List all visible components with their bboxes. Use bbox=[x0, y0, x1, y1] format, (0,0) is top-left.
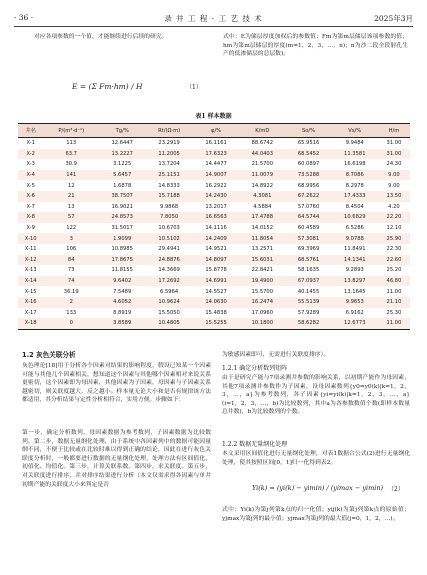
equation-number: （1） bbox=[186, 84, 202, 91]
table-cell: 5.6457 bbox=[113, 172, 132, 179]
table-cell: 11.8155 bbox=[111, 267, 133, 274]
table-cell: 24.30 bbox=[386, 161, 402, 168]
table-cell: 10.6703 bbox=[158, 225, 180, 232]
table-cell: 122 bbox=[66, 225, 77, 232]
table-cell: X-12 bbox=[24, 256, 37, 263]
table-row bbox=[18, 191, 410, 202]
table-row bbox=[18, 180, 410, 191]
table-row bbox=[18, 202, 410, 213]
table-header-cell: Vs/% bbox=[332, 124, 378, 138]
table-cell: 25.90 bbox=[386, 235, 402, 242]
table-cell: 6.5286 bbox=[345, 225, 364, 232]
table-cell: 11.8054 bbox=[251, 235, 274, 242]
table-row bbox=[18, 233, 410, 244]
table-cell: 13.2227 bbox=[111, 150, 133, 157]
table-cell: 21.10 bbox=[386, 299, 402, 306]
table-cell: 0 bbox=[43, 318, 99, 329]
table-cell: X-16 bbox=[24, 299, 37, 306]
table-cell: 12.10 bbox=[386, 225, 402, 232]
table-cell: X-17 bbox=[24, 309, 37, 316]
table-cell: 13.2017 bbox=[205, 203, 227, 210]
table-header-cell: P/(m³·d⁻¹) bbox=[43, 124, 99, 138]
table-cell: 73 bbox=[67, 267, 75, 274]
table-cell: 3.1225 bbox=[113, 161, 132, 168]
table-row bbox=[18, 212, 410, 223]
table-cell: 68.5761 bbox=[297, 256, 320, 263]
subsection-1-text: 由于是研究产能与7项录测井参数的影响关系，以初期产能作为母因素，其他7项录测井参数作为子因素，设母因素数列{y0=y0(k)|k=1，2，3，…，a}为参考数列，各子因素{yi=yi(k)|k=1，2，3，…，a}(i=1，2，3，…，b)为比较数列，其中a为各参数数值个数(即样本数量总井数)，b为比较数列的个数。 bbox=[222, 375, 410, 416]
table-cell: X-14 bbox=[24, 278, 37, 285]
table-cell: 13.50 bbox=[386, 193, 402, 200]
table-cell: 7.5489 bbox=[113, 288, 132, 295]
table-cell: 68.9956 bbox=[297, 182, 320, 189]
page-header bbox=[14, 12, 413, 27]
table-cell: 10.5102 bbox=[158, 235, 180, 242]
table-cell: 11.2005 bbox=[158, 150, 180, 157]
table-cell: 25.20 bbox=[386, 267, 402, 274]
table-cell: X-7 bbox=[26, 203, 35, 210]
table-cell: 15.6031 bbox=[251, 256, 274, 263]
table-cell: 17.2692 bbox=[158, 278, 180, 285]
table-cell: X-15 bbox=[24, 288, 37, 295]
table-cell: 21 bbox=[67, 193, 75, 200]
table-cell: X-5 bbox=[26, 182, 35, 189]
section-paragraph-continued: 为敏感因素即可，无需进行关联度排序）。 bbox=[222, 352, 330, 358]
table-cell: 46.80 bbox=[386, 278, 402, 285]
table-cell: 1.9099 bbox=[113, 235, 132, 242]
table-cell: 22.30 bbox=[386, 246, 402, 253]
table-cell: 13.1645 bbox=[344, 288, 366, 295]
table-cell: 16.9021 bbox=[111, 203, 133, 210]
table-cell: 7.8050 bbox=[160, 214, 179, 221]
table-cell: 13.8297 bbox=[344, 278, 366, 285]
table-cell: 14.8333 bbox=[158, 182, 180, 189]
table-cell: 15.8778 bbox=[205, 267, 227, 274]
table-cell: 14.3669 bbox=[158, 267, 180, 274]
table-cell: 133 bbox=[66, 309, 77, 316]
table-cell: 16.2922 bbox=[205, 182, 227, 189]
table-cell: 12.6447 bbox=[111, 140, 133, 147]
table-cell: 64.5744 bbox=[297, 214, 320, 221]
table-header-cell: Rt/(Ω·m) bbox=[145, 124, 193, 138]
formula-number: （2） bbox=[388, 486, 404, 493]
table-cell: 6.5964 bbox=[160, 288, 179, 295]
table-row bbox=[18, 244, 410, 255]
table-cell: 30.9 bbox=[65, 161, 77, 168]
table-cell: 21.5700 bbox=[251, 161, 274, 168]
table-cell: X-13 bbox=[24, 267, 37, 274]
table-cell: 63.7 bbox=[65, 150, 77, 157]
table-cell: 9.9868 bbox=[160, 203, 179, 210]
table-cell: 24.8876 bbox=[158, 256, 180, 263]
table-cell: 14.4477 bbox=[205, 161, 227, 168]
subsection-2-heading: 1.2.2 数据无量纲化处理 bbox=[222, 441, 288, 448]
table-cell: X-1 bbox=[26, 140, 35, 147]
table-cell: 17.6323 bbox=[205, 150, 227, 157]
table-cell: 9.6402 bbox=[113, 278, 132, 285]
table-cell: 4.3081 bbox=[253, 193, 272, 200]
table-header-cell: 井名 bbox=[18, 124, 43, 138]
table-cell: 14.6991 bbox=[205, 278, 227, 285]
table-row bbox=[18, 318, 410, 329]
table-cell: 9.00 bbox=[388, 172, 400, 179]
table-cell: 11.0079 bbox=[251, 172, 274, 179]
table-header-row bbox=[18, 124, 410, 138]
table-cell: 113 bbox=[66, 140, 77, 147]
table-cell: 14.2409 bbox=[205, 235, 227, 242]
table-cell: X-18 bbox=[18, 318, 43, 329]
intro-text-right: 式中：E为储层厚度加权后的参数值；Fm为第m层储层该项参数的值；hm为第m层储层的厚度(m=1，2，3，…，n)；n为沙二段全段射孔生产的低渗储层的总层数)。 bbox=[223, 34, 408, 58]
table-row bbox=[18, 286, 410, 297]
table-cell: X-8 bbox=[26, 214, 35, 221]
table-cell: 3 bbox=[69, 235, 73, 242]
section-heading: 1.2 灰色关联分析 bbox=[22, 351, 76, 359]
table-cell: 74 bbox=[67, 278, 75, 285]
table-cell: 14.8922 bbox=[251, 182, 274, 189]
section-paragraph-2: 第一步，确定分析数列，母因素数据为参考数列，子因素数据为比较数列。第二步，数据无量纲化处理，由于系统中各因素列中的数据可能因量纲不同，不便于比较或在比较时难以得到正确的结论，因此在进行灰色关联度分析时，一般都要进行数据的无量纲化处理，处理方法有区间值化、初值化、均值化。第三步，计算关联系数。第四步，求关联度。第五步，对关联度进行排序，并对排序结果进行分析（本文仅需求得各因素与单井初期产能的关联度大小来判定是否 bbox=[22, 430, 211, 488]
table-cell: 106 bbox=[66, 246, 77, 253]
table-row bbox=[18, 138, 410, 149]
table-cell: 88.6742 bbox=[251, 140, 274, 147]
table-cell: X-11 bbox=[24, 246, 37, 253]
table-cell: 8.4504 bbox=[345, 203, 364, 210]
table-cell: 58.6282 bbox=[285, 318, 331, 329]
table-cell: 16.6198 bbox=[344, 161, 366, 168]
table-cell: 36.19 bbox=[63, 288, 79, 295]
table-cell: X-4 bbox=[26, 172, 35, 179]
table-cell: 1.6878 bbox=[113, 182, 132, 189]
table-cell: 14.8097 bbox=[205, 256, 227, 263]
table-header-cell: φ/% bbox=[193, 124, 239, 138]
table-cell: 25.30 bbox=[386, 309, 402, 316]
table-cell: 84 bbox=[67, 256, 75, 263]
table-row bbox=[18, 276, 410, 287]
table-cell: 19.4900 bbox=[251, 278, 274, 285]
table-row bbox=[18, 159, 410, 170]
table-cell: 13 bbox=[67, 203, 75, 210]
table-caption: 表1 样本数据 bbox=[195, 113, 232, 120]
table-row bbox=[18, 297, 410, 308]
table-cell: 11.00 bbox=[386, 288, 402, 295]
table-cell: 9.0788 bbox=[345, 235, 364, 242]
table-cell: 11.8491 bbox=[344, 246, 366, 253]
table-cell: 14.1341 bbox=[344, 256, 366, 263]
table-header-cell: H/m bbox=[378, 124, 410, 138]
table-cell: 8.2978 bbox=[345, 182, 364, 189]
table-cell: 14.0152 bbox=[251, 225, 274, 232]
table-row bbox=[18, 308, 410, 319]
weighted-equation: E = (Σ Fm·hm) / H bbox=[72, 82, 143, 91]
table-cell: 13.7204 bbox=[158, 161, 180, 168]
table-cell: 17.4788 bbox=[251, 214, 274, 221]
normalization-formula: Yi(k) = (yi(k) − yimin) / (yimax − yimin) bbox=[252, 484, 384, 492]
table-cell: 16.1161 bbox=[205, 140, 227, 147]
table-row bbox=[18, 265, 410, 276]
table-cell: 14.0630 bbox=[205, 299, 227, 306]
table-cell: 16.6563 bbox=[205, 214, 227, 221]
table-cell: 57.9289 bbox=[297, 309, 320, 316]
table-body bbox=[18, 138, 410, 330]
table-cell: X-10 bbox=[24, 235, 37, 242]
table-cell: 57.3081 bbox=[297, 235, 320, 242]
table-cell: X-6 bbox=[26, 193, 35, 200]
table-header-cell: So/% bbox=[285, 124, 331, 138]
table-cell: 14.1116 bbox=[205, 225, 227, 232]
table-cell: 12 bbox=[67, 182, 75, 189]
table-cell: 4.5884 bbox=[253, 203, 272, 210]
table-cell: 17.4333 bbox=[344, 193, 366, 200]
subsection-1-heading: 1.2.1 确定分析数列矩阵 bbox=[222, 365, 288, 372]
table-cell: 10.1800 bbox=[239, 318, 285, 329]
table-cell: 14.9007 bbox=[205, 172, 227, 179]
table-cell: 9.2893 bbox=[345, 267, 364, 274]
table-cell: 12.6773 bbox=[332, 318, 378, 329]
table-cell: 10.8985 bbox=[111, 246, 133, 253]
table-cell: 29.4941 bbox=[158, 246, 180, 253]
subsection-2-text: 本文采用区间值化进行无量纲化处理，对表1数据合公式(2)进行无量纲化处理，使其按照区间[0，1]归一化得到表2。 bbox=[222, 451, 410, 466]
table-cell: X-2 bbox=[26, 150, 35, 157]
sample-data-table bbox=[18, 123, 410, 330]
table-cell: 14.2430 bbox=[205, 193, 227, 200]
issue-date: 2025年3月 bbox=[374, 14, 413, 23]
table-cell: 8.7086 bbox=[345, 172, 364, 179]
section-paragraph-1: 灰色理论[18]用于分析各个因素对结果的影响程度，假设已知某一个因素可能与其他几个因素相关，想知道这个因素与其他哪个因素相对来说关系更密切，这个因素即为母因素，其他因素为子因素，母因素与子因素关系越密切，则关联度越大，反之越小。样本量无论大小和是否有规律该方法都适用，其分析结果与定性分析相符合，实用方便。步骤如下： bbox=[22, 363, 211, 404]
table-cell: 40.1455 bbox=[297, 288, 320, 295]
table-cell: 10.9624 bbox=[158, 299, 180, 306]
table-cell: 73.5288 bbox=[297, 172, 320, 179]
table-header-cell: Tg/% bbox=[99, 124, 145, 138]
table-row bbox=[18, 149, 410, 160]
table-cell: 55.5139 bbox=[297, 299, 320, 306]
table-cell: 60.4589 bbox=[297, 225, 320, 232]
table-cell: 10.6829 bbox=[344, 214, 366, 221]
table-cell: 15.5050 bbox=[158, 309, 180, 316]
table-row bbox=[18, 223, 410, 234]
table-cell: 6.9162 bbox=[345, 309, 364, 316]
formula-note: 式中：Yi(k)为第j列第k点的归一化值；yij(k)为第j列第k点的原始值；yjmax为第j列的最小值；yjmax为第j列的最大值(j=0，1，2，…)。 bbox=[222, 507, 410, 522]
table-cell: 58.1635 bbox=[297, 267, 320, 274]
intro-text-left: 对应各项参数的一个值，才能继续进行后续的研究。 bbox=[34, 34, 168, 40]
table-cell: 14.5527 bbox=[205, 288, 227, 295]
table-cell: 67.2622 bbox=[297, 193, 320, 200]
table-cell: 68.5452 bbox=[297, 150, 320, 157]
table-cell: 22.8421 bbox=[251, 267, 274, 274]
table-cell: 9.00 bbox=[388, 182, 400, 189]
table-cell: 15.7188 bbox=[158, 193, 180, 200]
table-cell: 11.00 bbox=[378, 318, 410, 329]
table-cell: 11.3581 bbox=[344, 150, 366, 157]
table-cell: 15.4838 bbox=[205, 309, 227, 316]
table-cell: 60.0897 bbox=[297, 161, 320, 168]
table-cell: 9.9484 bbox=[345, 140, 364, 147]
table-cell: 65.9516 bbox=[297, 140, 320, 147]
table-cell: 4.6052 bbox=[113, 299, 132, 306]
table-cell: 15.5255 bbox=[193, 318, 239, 329]
table-cell: 57.0760 bbox=[297, 203, 320, 210]
table-cell: 15.5700 bbox=[251, 288, 274, 295]
table-cell: 24.8573 bbox=[111, 214, 133, 221]
table-row bbox=[18, 170, 410, 181]
table-cell: 17.0960 bbox=[251, 309, 274, 316]
table-cell: 2 bbox=[69, 299, 73, 306]
table-cell: 25.1151 bbox=[158, 172, 180, 179]
table-row bbox=[18, 255, 410, 266]
table-cell: 38.7507 bbox=[111, 193, 133, 200]
journal-title: 录 井 工 程 · 工 艺 技 术 bbox=[164, 14, 263, 23]
table-cell: 13.2571 bbox=[251, 246, 274, 253]
table-cell: 9.9653 bbox=[345, 299, 364, 306]
table-header-cell: K/mD bbox=[239, 124, 285, 138]
table-cell: X-9 bbox=[26, 225, 35, 232]
table-cell: 31.5017 bbox=[111, 225, 133, 232]
table-cell: 31.00 bbox=[386, 140, 402, 147]
table-cell: X-3 bbox=[26, 161, 35, 168]
table-cell: 69.3969 bbox=[297, 246, 320, 253]
table-cell: 23.2919 bbox=[158, 140, 180, 147]
table-cell: 22.20 bbox=[386, 214, 402, 221]
page-number: · 36 · bbox=[14, 13, 34, 22]
table-cell: 4.20 bbox=[388, 203, 400, 210]
table-cell: 16.2474 bbox=[251, 299, 274, 306]
table-cell: 67.0937 bbox=[297, 278, 320, 285]
table-cell: 8.8919 bbox=[113, 309, 132, 316]
table-cell: 3.8589 bbox=[99, 318, 145, 329]
table-cell: 10.4805 bbox=[145, 318, 193, 329]
table-cell: 17.8675 bbox=[111, 256, 133, 263]
table-cell: 31.00 bbox=[386, 150, 402, 157]
table-cell: 57 bbox=[67, 214, 75, 221]
table-cell: 22.60 bbox=[386, 256, 402, 263]
table-cell: 44.0403 bbox=[251, 150, 274, 157]
table-cell: 14.9521 bbox=[205, 246, 227, 253]
table-cell: 141 bbox=[66, 172, 77, 179]
